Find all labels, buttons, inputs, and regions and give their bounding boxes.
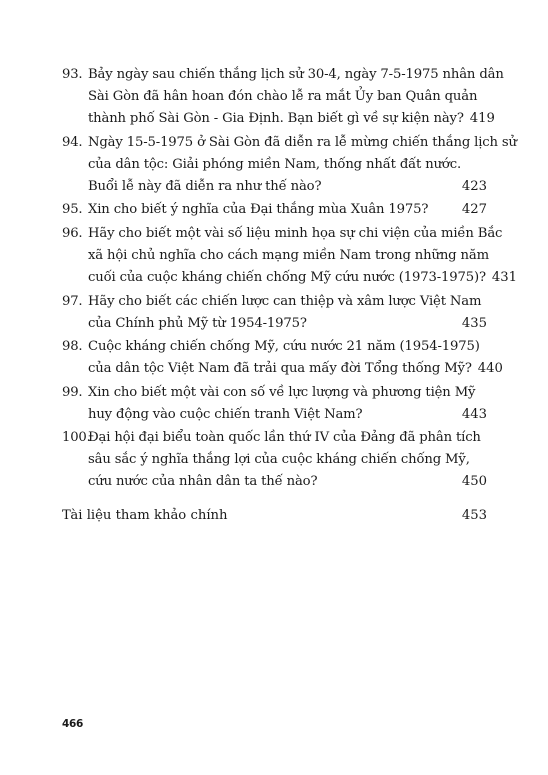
page-number: 423 [461, 178, 487, 194]
entry-text [88, 382, 487, 426]
entry-number: 96. [62, 225, 83, 241]
entry-last-line [88, 176, 487, 198]
entry-text [88, 427, 487, 493]
entry-line: thành phố Sài Gòn - Gia Định. Bạn biết gì về sự kiện này? [88, 111, 464, 127]
entry-last-line [88, 108, 495, 130]
entry-line: Buổi lễ này đã diễn ra như thế nào? [88, 178, 322, 194]
entry-line: Cuộc kháng chiến chống Mỹ, cứu nước 21 năm (1954-1975) [88, 339, 480, 355]
page-number: 453 [461, 507, 487, 523]
entry-line: Xin cho biết ý nghĩa của Đại thắng mùa Xuân 1975? [88, 202, 429, 218]
entry-line: Ngày 15-5-1975 ở Sài Gòn đã diễn ra lễ mừng chiến thắng lịch sử [88, 134, 517, 150]
entry-line: xã hội chủ nghĩa cho cách mạng miền Nam trong những năm [88, 247, 489, 263]
entry-number: 97. [62, 293, 83, 309]
toc-entry-100[interactable] [62, 427, 487, 493]
entry-number: 95. [62, 202, 83, 218]
entry-line: cứu nước của nhân dân ta thế nào? [88, 474, 318, 490]
toc-entry-98[interactable] [62, 336, 503, 380]
page-number: 450 [461, 474, 487, 490]
entry-number: 94. [62, 134, 83, 150]
entry-number: 93. [62, 67, 83, 82]
toc-entry-96[interactable] [62, 223, 518, 289]
entry-line: của Chính phủ Mỹ từ 1954-1975? [88, 315, 307, 331]
folio-page-number: 466 [62, 718, 84, 730]
page-number: 431 [491, 270, 518, 286]
entry-line: Xin cho biết một vài con số về lực lượng và phương tiện Mỹ [88, 384, 476, 400]
references-label: Tài liệu tham khảo chính [62, 507, 228, 523]
entry-text [88, 223, 518, 289]
entry-line: Hãy cho biết một vài số liệu minh họa sự chi viện của miền Bắc [88, 225, 503, 241]
entry-line: sâu sắc ý nghĩa thắng lợi của cuộc kháng chiến chống Mỹ, [88, 452, 470, 468]
entry-last-line [88, 404, 487, 426]
toc-entry-93[interactable] [62, 64, 504, 130]
entry-last-line [88, 199, 487, 221]
toc-entry-97[interactable] [62, 291, 487, 335]
page-number: 427 [461, 202, 487, 218]
entry-number: 98. [62, 339, 83, 355]
page-number: 440 [477, 361, 503, 377]
page-number: 419 [469, 111, 495, 127]
entry-last-line [88, 471, 487, 493]
toc-entry-94[interactable] [62, 132, 517, 198]
entry-line: của dân tộc: Giải phóng miền Nam, thống nhất đất nước. [88, 156, 461, 172]
entry-number: 100. [62, 430, 91, 446]
entry-text [88, 291, 487, 335]
entry-line: Sài Gòn đã hân hoan đón chào lễ ra mắt Ủy ban Quân quản [88, 89, 478, 105]
page-number: 443 [461, 406, 487, 422]
entry-last-line [88, 358, 503, 380]
page-number: 435 [461, 315, 487, 331]
entry-text [88, 199, 487, 221]
entry-line: Hãy cho biết các chiến lược can thiệp và xâm lược Việt Nam [88, 293, 482, 309]
entry-line: của dân tộc Việt Nam đã trải qua mấy đời Tổng thống Mỹ? [88, 361, 472, 377]
entry-text [88, 132, 517, 198]
toc-entry-95[interactable] [62, 199, 487, 221]
entry-last-line [88, 313, 487, 335]
toc-entry-references[interactable] [62, 505, 487, 527]
entry-number: 99. [62, 384, 83, 400]
entry-last-line [88, 267, 518, 289]
toc-entry-99[interactable] [62, 382, 487, 426]
entry-line: huy động vào cuộc chiến tranh Việt Nam? [88, 406, 363, 422]
entry-line: Đại hội đại biểu toàn quốc lần thứ IV của Đảng đã phân tích [88, 430, 481, 446]
table-of-contents [62, 64, 518, 527]
entry-line: Bảy ngày sau chiến thắng lịch sử 30-4, ngày 7-5-1975 nhân dân [88, 67, 504, 82]
entry-text [88, 336, 503, 380]
entry-text [88, 64, 504, 130]
entry-line: cuối của cuộc kháng chiến chống Mỹ cứu nước (1973-1975)? [88, 270, 486, 286]
